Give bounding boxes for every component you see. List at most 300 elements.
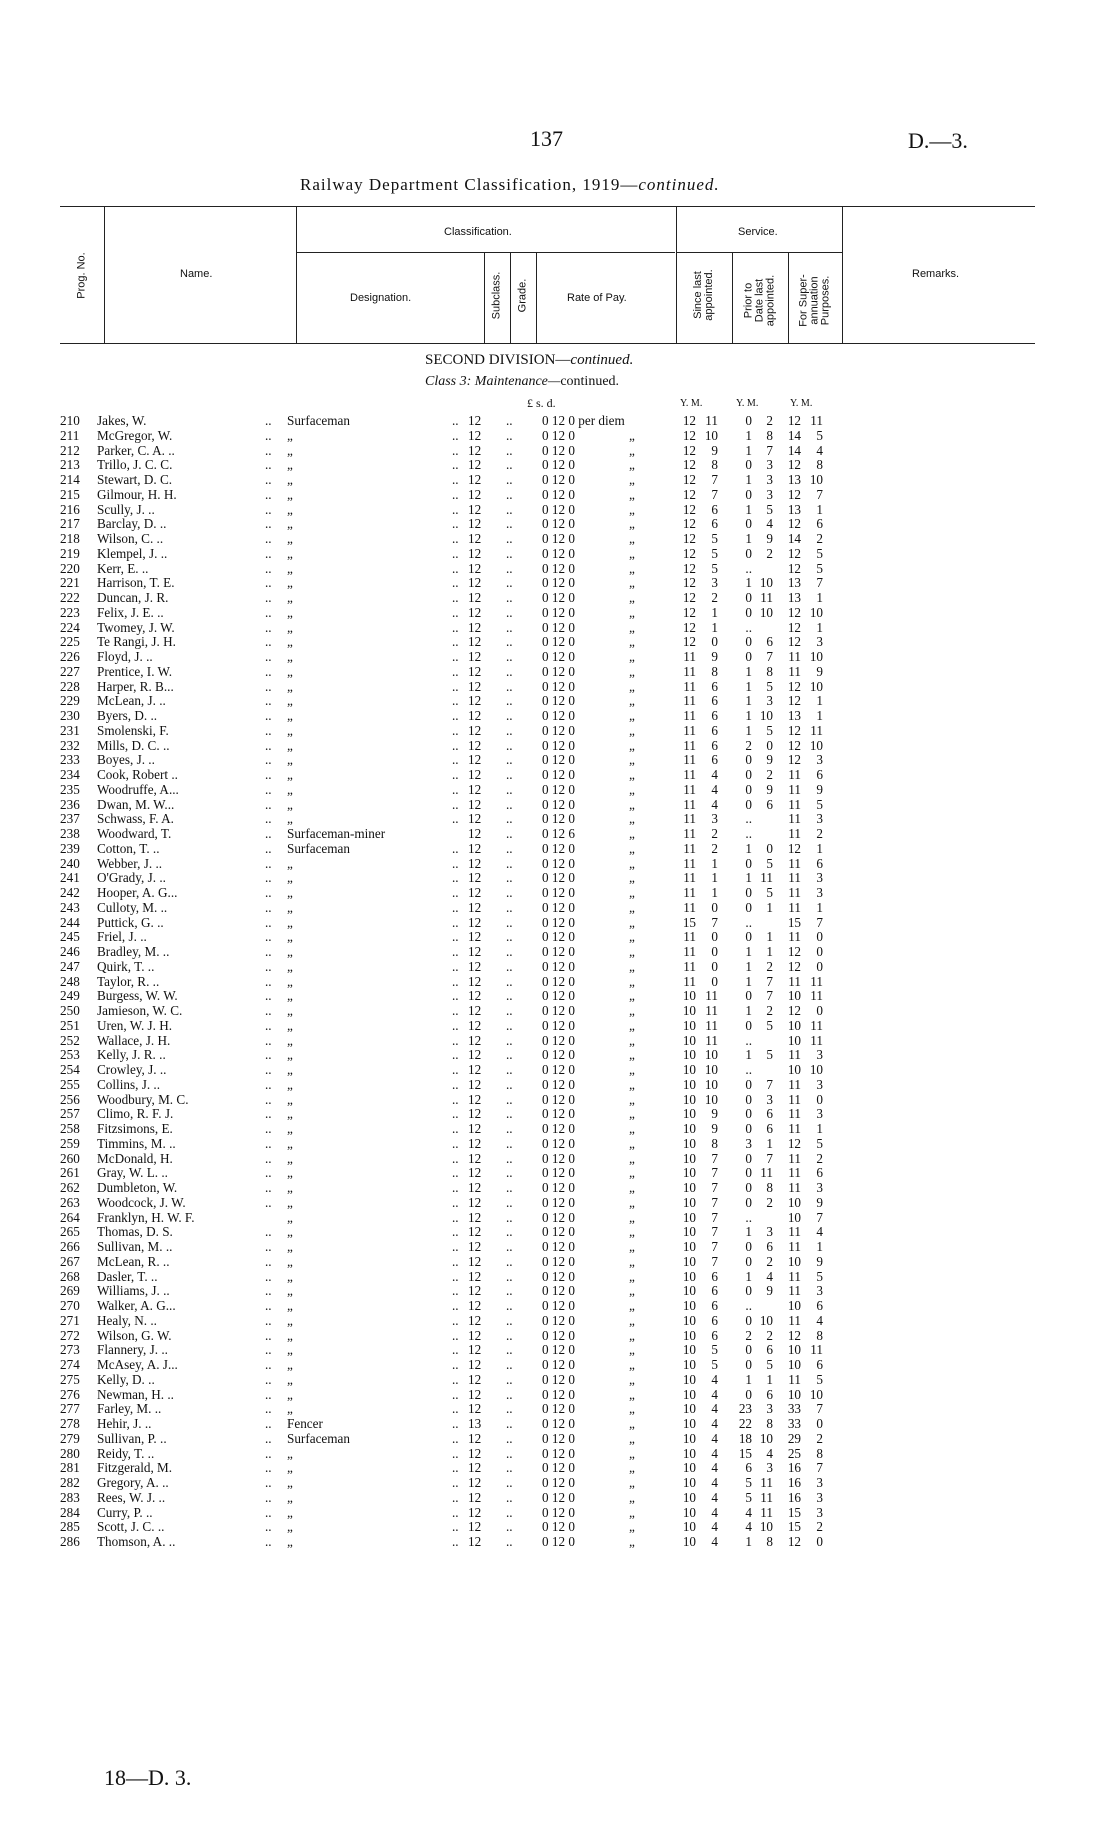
cell-since-months: 10 xyxy=(704,427,718,443)
cell-prior-months: 3 xyxy=(766,1460,773,1476)
cell-prior-months: 11 xyxy=(760,590,773,605)
cell-prog-no: 261 xyxy=(60,1165,80,1181)
cell-super-months: 0 xyxy=(816,929,823,945)
cell-since-years: 11 xyxy=(683,870,696,886)
cell-leader-dots: .. xyxy=(506,752,513,768)
cell-leader-dots: .. xyxy=(265,1017,272,1033)
cell-subclass: 12 xyxy=(468,1401,482,1417)
cell-prior-years: 0 xyxy=(745,855,752,871)
cell-subclass: 12 xyxy=(468,1224,482,1240)
table-row xyxy=(0,1491,1114,1506)
cell-super-months: 3 xyxy=(816,811,823,827)
cell-leader-dots: .. xyxy=(452,914,459,930)
cell-designation: „ xyxy=(287,1475,293,1490)
cell-super-years: 12 xyxy=(787,737,801,753)
cell-designation: „ xyxy=(287,560,293,576)
cell-ditto-mark: „ xyxy=(629,1062,635,1077)
header-for-superannuation: For Super- annuation Purposes. xyxy=(797,274,832,327)
table-row xyxy=(0,1373,1114,1388)
cell-super-months: 6 xyxy=(816,855,823,871)
cell-rate-of-pay: 0 12 0 xyxy=(542,590,575,605)
cell-rate-of-pay: 0 12 0 xyxy=(542,1357,575,1372)
cell-since-months: 0 xyxy=(711,899,718,915)
table-row xyxy=(0,1078,1114,1093)
super-units: Y. M. xyxy=(790,398,813,409)
cell-rate-of-pay: 0 12 0 xyxy=(542,1224,575,1240)
table-row xyxy=(0,444,1114,459)
cell-ditto-mark: „ xyxy=(629,663,635,679)
cell-name: Felix, J. E. .. xyxy=(97,604,164,620)
cell-designation: „ xyxy=(287,1239,293,1254)
cell-super-months: 0 xyxy=(816,1534,823,1549)
cell-since-months: 6 xyxy=(711,752,718,768)
cell-prog-no: 269 xyxy=(60,1283,80,1299)
cell-prior-months: 8 xyxy=(766,1180,773,1195)
cell-since-years: 10 xyxy=(682,1386,696,1402)
table-row xyxy=(0,414,1114,429)
table-row xyxy=(0,1152,1114,1167)
cell-prog-no: 274 xyxy=(60,1357,80,1372)
cell-since-months: 7 xyxy=(711,1239,718,1254)
cell-since-months: 10 xyxy=(704,1091,718,1107)
cell-designation: „ xyxy=(287,1076,293,1092)
cell-leader-dots: .. xyxy=(452,958,459,974)
cell-designation: „ xyxy=(287,1386,293,1402)
cell-since-months: 4 xyxy=(711,1371,718,1387)
cell-prog-no: 262 xyxy=(60,1180,80,1195)
cell-leader-dots: .. xyxy=(506,1371,513,1387)
cell-prior-years: 0 xyxy=(745,1180,752,1195)
cell-name: Woodbury, M. C. xyxy=(97,1091,189,1107)
cell-leader-dots: .. xyxy=(506,1268,513,1284)
cell-since-months: 6 xyxy=(711,1312,718,1328)
cell-since-years: 10 xyxy=(682,1180,696,1195)
cell-designation: „ xyxy=(287,1017,293,1033)
cell-leader-dots: .. xyxy=(506,575,513,591)
cell-leader-dots: .. xyxy=(265,1239,272,1254)
cell-rate-of-pay: 0 12 0 xyxy=(542,619,575,635)
cell-ditto-mark: „ xyxy=(629,486,635,502)
cell-name: Floyd, J. .. xyxy=(97,649,153,664)
table-row xyxy=(0,1358,1114,1373)
cell-leader-dots: .. xyxy=(506,634,513,650)
cell-ditto-mark: „ xyxy=(629,1076,635,1092)
cell-subclass: 12 xyxy=(468,1489,482,1505)
cell-super-months: 8 xyxy=(816,1445,823,1461)
table-row xyxy=(0,1048,1114,1063)
cell-super-years: 12 xyxy=(787,560,801,576)
cell-prior-years: 4 xyxy=(745,1504,752,1520)
cell-super-years: 10 xyxy=(787,1253,801,1269)
cell-super-years: 13 xyxy=(787,708,801,723)
cell-super-months: 11 xyxy=(810,1032,823,1048)
cell-super-years: 11 xyxy=(788,1076,801,1092)
cell-leader-dots: .. xyxy=(452,1460,459,1476)
cell-super-months: 3 xyxy=(816,1106,823,1122)
cell-prog-no: 227 xyxy=(60,663,80,679)
cell-prog-no: 226 xyxy=(60,649,80,664)
cell-leader-dots: .. xyxy=(506,722,513,738)
cell-since-months: 6 xyxy=(711,678,718,694)
cell-ditto-mark: „ xyxy=(629,1504,635,1520)
table-row xyxy=(0,1476,1114,1491)
table-row xyxy=(0,1520,1114,1535)
cell-super-years: 11 xyxy=(788,1121,801,1136)
cell-subclass: 12 xyxy=(468,590,482,605)
cell-since-months: 4 xyxy=(711,1519,718,1535)
cell-leader-dots: .. xyxy=(506,1135,513,1151)
cell-designation: „ xyxy=(287,1371,293,1387)
cell-prior-years: 1 xyxy=(745,1534,752,1549)
cell-ditto-mark: „ xyxy=(629,1017,635,1033)
cell-name: Williams, J. .. xyxy=(97,1283,170,1299)
table-row xyxy=(0,547,1114,562)
cell-super-years: 10 xyxy=(787,1194,801,1210)
cell-designation: „ xyxy=(287,1121,293,1136)
cell-prog-no: 247 xyxy=(60,958,80,974)
cell-rate-of-pay: 0 12 0 xyxy=(542,722,575,738)
pay-units: £ s. d. xyxy=(527,396,556,410)
cell-prog-no: 231 xyxy=(60,722,80,738)
cell-prior-months: 2 xyxy=(766,413,773,428)
col-divider xyxy=(104,206,105,344)
cell-designation: „ xyxy=(287,678,293,694)
cell-leader-dots: .. xyxy=(265,1489,272,1505)
cell-prior-months: 2 xyxy=(766,545,773,561)
cell-leader-dots: .. xyxy=(265,1312,272,1328)
table-row xyxy=(0,1255,1114,1270)
cell-ditto-mark: „ xyxy=(629,811,635,827)
cell-prior-years: 1 xyxy=(745,678,752,694)
section-title-italic: continued. xyxy=(570,352,634,368)
cell-since-years: 10 xyxy=(682,1032,696,1048)
cell-super-months: 2 xyxy=(816,1430,823,1446)
cell-designation: „ xyxy=(287,693,293,709)
cell-prior-months: 5 xyxy=(766,678,773,694)
cell-prog-no: 213 xyxy=(60,457,80,473)
table-row xyxy=(0,576,1114,591)
cell-ditto-mark: „ xyxy=(629,1268,635,1284)
cell-super-months: 2 xyxy=(816,826,823,841)
page-number: 137 xyxy=(530,126,563,151)
cell-name: Hehir, J. .. xyxy=(97,1416,152,1431)
cell-prior-months: 2 xyxy=(766,958,773,974)
cell-prog-no: 284 xyxy=(60,1504,80,1520)
cell-prior-months: 2 xyxy=(766,1253,773,1269)
cell-prog-no: 285 xyxy=(60,1519,80,1535)
cell-prior-years: 0 xyxy=(745,1091,752,1107)
cell-name: Cook, Robert .. xyxy=(97,767,178,782)
cell-super-months: 3 xyxy=(816,1180,823,1195)
cell-subclass: 12 xyxy=(468,1430,482,1446)
cell-ditto-mark: „ xyxy=(629,693,635,709)
cell-ditto-mark: „ xyxy=(629,1401,635,1417)
cell-leader-dots: .. xyxy=(452,1253,459,1269)
table-row xyxy=(0,916,1114,931)
cell-leader-dots: .. xyxy=(265,855,272,871)
cell-name: Dumbleton, W. xyxy=(97,1180,178,1195)
cell-designation: „ xyxy=(287,1357,293,1372)
cell-subclass: 12 xyxy=(468,929,482,945)
cell-prior-years: 1 xyxy=(745,1047,752,1063)
cell-super-months: 6 xyxy=(816,1165,823,1181)
cell-ditto-mark: „ xyxy=(629,1357,635,1372)
cell-prior-months: 4 xyxy=(766,516,773,532)
cell-super-months: 10 xyxy=(809,472,823,487)
cell-prog-no: 234 xyxy=(60,767,80,782)
cell-rate-of-pay: 0 12 0 xyxy=(542,427,575,443)
cell-leader-dots: .. xyxy=(506,1017,513,1033)
cell-leader-dots: .. xyxy=(265,1401,272,1417)
cell-subclass: 12 xyxy=(468,899,482,915)
cell-name: Woodward, T. xyxy=(97,826,172,841)
cell-ditto-mark: „ xyxy=(629,1327,635,1343)
cell-ditto-mark: „ xyxy=(629,1180,635,1195)
cell-leader-dots: .. xyxy=(506,708,513,723)
cell-designation: „ xyxy=(287,1106,293,1122)
cell-name: Thomas, D. S. xyxy=(97,1224,173,1240)
cell-subclass: 12 xyxy=(468,1091,482,1107)
cell-since-months: 4 xyxy=(711,767,718,782)
table-row xyxy=(0,1166,1114,1181)
cell-leader-dots: .. xyxy=(452,1430,459,1446)
cell-leader-dots: .. xyxy=(506,649,513,664)
cell-ditto-mark: „ xyxy=(629,1135,635,1151)
cell-prior-months: 0 xyxy=(766,840,773,856)
cell-prog-no: 255 xyxy=(60,1076,80,1092)
cell-leader-dots: .. xyxy=(452,649,459,664)
cell-designation: „ xyxy=(287,1047,293,1063)
cell-prior-years: 0 xyxy=(745,1239,752,1254)
cell-designation: „ xyxy=(287,885,293,900)
cell-leader-dots: .. xyxy=(506,457,513,473)
cell-super-months: 3 xyxy=(816,1076,823,1092)
cell-ditto-mark: „ xyxy=(629,427,635,443)
cell-designation: „ xyxy=(287,1489,293,1505)
table-row xyxy=(0,783,1114,798)
table-row xyxy=(0,1196,1114,1211)
table-row xyxy=(0,650,1114,665)
cell-rate-of-pay: 0 12 0 per diem xyxy=(542,413,625,428)
cell-super-years: 13 xyxy=(787,590,801,605)
cell-prior-months: 3 xyxy=(766,472,773,487)
cell-super-years: 14 xyxy=(787,531,801,546)
cell-designation: „ xyxy=(287,1209,293,1225)
cell-since-years: 10 xyxy=(682,1209,696,1225)
cell-leader-dots: .. xyxy=(265,1091,272,1107)
cell-super-months: 8 xyxy=(816,457,823,473)
cell-since-years: 12 xyxy=(682,472,696,487)
cell-rate-of-pay: 0 12 0 xyxy=(542,944,575,959)
cell-name: Culloty, M. .. xyxy=(97,899,168,915)
cell-leader-dots: .. xyxy=(506,531,513,546)
cell-leader-dots: .. xyxy=(265,457,272,473)
cell-name: Te Rangi, J. H. xyxy=(97,634,176,650)
cell-super-months: 5 xyxy=(816,1268,823,1284)
cell-since-years: 10 xyxy=(682,1106,696,1122)
cell-prog-no: 238 xyxy=(60,826,80,841)
cell-rate-of-pay: 0 12 0 xyxy=(542,1253,575,1269)
cell-ditto-mark: „ xyxy=(629,1386,635,1402)
table-row xyxy=(0,724,1114,739)
cell-leader-dots: .. xyxy=(452,1047,459,1063)
cell-prog-no: 230 xyxy=(60,708,80,723)
cell-ditto-mark: „ xyxy=(629,442,635,458)
cell-rate-of-pay: 0 12 0 xyxy=(542,442,575,458)
cell-name: Collins, J. .. xyxy=(97,1076,161,1092)
cell-since-years: 12 xyxy=(682,531,696,546)
cell-super-months: 0 xyxy=(816,1091,823,1107)
table-row xyxy=(0,1004,1114,1019)
cell-super-years: 12 xyxy=(787,958,801,974)
cell-ditto-mark: „ xyxy=(629,1312,635,1328)
cell-leader-dots: .. xyxy=(506,1062,513,1077)
table-row xyxy=(0,1329,1114,1344)
cell-rate-of-pay: 0 12 0 xyxy=(542,1165,575,1181)
cell-rate-of-pay: 0 12 0 xyxy=(542,767,575,782)
cell-name: O'Grady, J. .. xyxy=(97,870,166,886)
cell-prior-years: 6 xyxy=(745,1460,752,1476)
cell-leader-dots: .. xyxy=(506,1298,513,1313)
cell-leader-dots: .. xyxy=(265,722,272,738)
cell-since-years: 10 xyxy=(682,1312,696,1328)
cell-prior-months: 10 xyxy=(759,604,773,620)
table-row xyxy=(0,680,1114,695)
cell-name: Flannery, J. .. xyxy=(97,1342,168,1358)
cell-subclass: 12 xyxy=(468,1386,482,1402)
table-row xyxy=(0,488,1114,503)
cell-prog-no: 248 xyxy=(60,973,80,989)
cell-leader-dots: .. xyxy=(452,1017,459,1033)
cell-prior-years: 0 xyxy=(745,590,752,605)
header-designation: Designation. xyxy=(350,292,412,304)
cell-super-years: 12 xyxy=(787,486,801,502)
cell-prior-years: 5 xyxy=(745,1489,752,1505)
cell-ditto-mark: „ xyxy=(629,1253,635,1269)
cell-super-months: 11 xyxy=(810,988,823,1004)
cell-super-months: 7 xyxy=(816,1401,823,1417)
cell-subclass: 12 xyxy=(468,708,482,723)
cell-rate-of-pay: 0 12 0 xyxy=(542,988,575,1004)
cell-rate-of-pay: 0 12 0 xyxy=(542,1416,575,1431)
cell-rate-of-pay: 0 12 0 xyxy=(542,855,575,871)
cell-leader-dots: .. xyxy=(506,1489,513,1505)
cell-leader-dots: .. xyxy=(506,1253,513,1269)
cell-designation: „ xyxy=(287,767,293,782)
cell-leader-dots: .. xyxy=(452,678,459,694)
cell-since-years: 10 xyxy=(682,1165,696,1181)
cell-prior-years: .. xyxy=(745,914,752,930)
table-row xyxy=(0,753,1114,768)
cell-name: Climo, R. F. J. xyxy=(97,1106,174,1122)
cell-since-months: 8 xyxy=(711,457,718,473)
cell-super-months: 6 xyxy=(816,516,823,532)
cell-subclass: 12 xyxy=(468,885,482,900)
cell-prog-no: 211 xyxy=(60,427,80,443)
cell-leader-dots: .. xyxy=(506,1416,513,1431)
col-divider xyxy=(732,252,733,344)
cell-designation: „ xyxy=(287,634,293,650)
cell-since-months: 7 xyxy=(711,1253,718,1269)
cell-subclass: 12 xyxy=(468,1003,482,1018)
cell-ditto-mark: „ xyxy=(629,870,635,886)
cell-designation: „ xyxy=(287,1312,293,1328)
cell-since-months: 5 xyxy=(711,1357,718,1372)
cell-since-years: 11 xyxy=(683,678,696,694)
cell-prior-months: 4 xyxy=(766,1445,773,1461)
table-row xyxy=(0,503,1114,518)
cell-name: Wilson, G. W. xyxy=(97,1327,172,1343)
cell-leader-dots: .. xyxy=(506,1047,513,1063)
table-row xyxy=(0,975,1114,990)
cell-super-months: 0 xyxy=(816,958,823,974)
cell-ditto-mark: „ xyxy=(629,1150,635,1166)
cell-rate-of-pay: 0 12 0 xyxy=(542,914,575,930)
cell-leader-dots: .. xyxy=(265,1180,272,1195)
cell-rate-of-pay: 0 12 0 xyxy=(542,486,575,502)
cell-super-years: 12 xyxy=(787,752,801,768)
cell-ditto-mark: „ xyxy=(629,457,635,473)
cell-leader-dots: .. xyxy=(452,944,459,959)
cell-prog-no: 258 xyxy=(60,1121,80,1136)
cell-prior-months: 3 xyxy=(766,1401,773,1417)
header-prior-to-date: Prior to Date last appointed. xyxy=(742,274,777,327)
cell-rate-of-pay: 0 12 0 xyxy=(542,796,575,812)
cell-since-years: 12 xyxy=(682,516,696,532)
cell-leader-dots: .. xyxy=(452,1076,459,1092)
cell-prior-years: .. xyxy=(745,560,752,576)
cell-since-months: 6 xyxy=(711,722,718,738)
cell-subclass: 12 xyxy=(468,1445,482,1461)
cell-prog-no: 237 xyxy=(60,811,80,827)
cell-rate-of-pay: 0 12 0 xyxy=(542,1401,575,1417)
cell-super-months: 2 xyxy=(816,531,823,546)
cell-since-months: 9 xyxy=(711,1121,718,1136)
cell-since-years: 12 xyxy=(682,413,696,428)
cell-leader-dots: .. xyxy=(506,737,513,753)
cell-subclass: 12 xyxy=(468,1017,482,1033)
cell-subclass: 12 xyxy=(468,634,482,650)
cell-subclass: 13 xyxy=(468,1416,482,1431)
cell-designation: „ xyxy=(287,973,293,989)
cell-leader-dots: .. xyxy=(452,1342,459,1358)
cell-subclass: 12 xyxy=(468,752,482,768)
cell-subclass: 12 xyxy=(468,1519,482,1535)
table-row xyxy=(0,1284,1114,1299)
cell-prior-months: 10 xyxy=(759,1519,773,1535)
cell-name: McAsey, A. J... xyxy=(97,1357,178,1372)
cell-ditto-mark: „ xyxy=(629,1091,635,1107)
prior-units: Y. M. xyxy=(736,398,759,409)
cell-name: Gilmour, H. H. xyxy=(97,486,177,502)
cell-super-years: 11 xyxy=(788,826,801,841)
cell-prior-months: 6 xyxy=(766,1106,773,1122)
cell-leader-dots: .. xyxy=(452,1224,459,1240)
cell-name: Scott, J. C. .. xyxy=(97,1519,165,1535)
cell-prog-no: 254 xyxy=(60,1062,80,1077)
cell-since-years: 10 xyxy=(682,1150,696,1166)
cell-since-months: 2 xyxy=(711,826,718,841)
cell-leader-dots: .. xyxy=(452,1312,459,1328)
cell-prog-no: 223 xyxy=(60,604,80,620)
cell-super-months: 0 xyxy=(816,944,823,959)
cell-leader-dots: .. xyxy=(452,1489,459,1505)
cell-designation: „ xyxy=(287,516,293,532)
cell-prior-months: 5 xyxy=(766,501,773,517)
cell-super-years: 12 xyxy=(787,1135,801,1151)
cell-prior-years: 0 xyxy=(745,767,752,782)
cell-super-years: 12 xyxy=(787,545,801,561)
